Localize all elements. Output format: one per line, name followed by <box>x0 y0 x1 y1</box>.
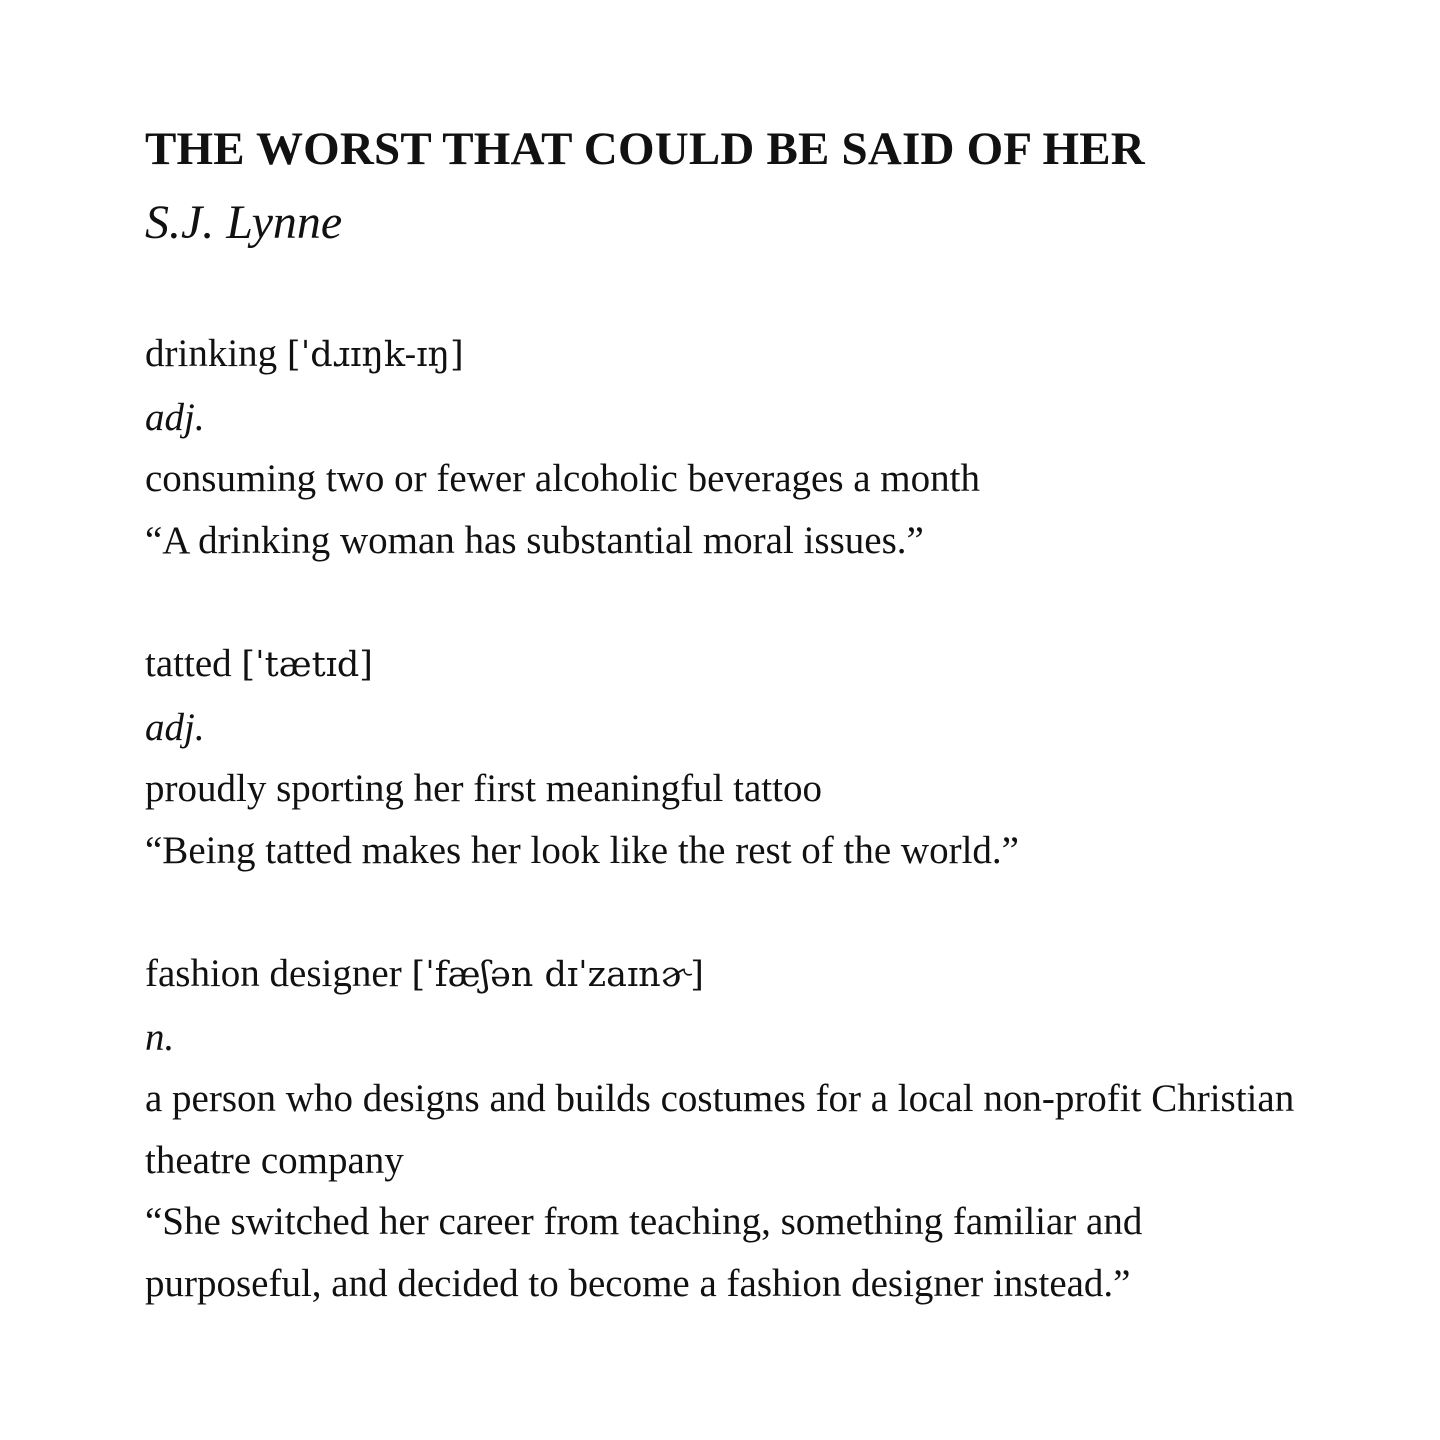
pronunciation: [ˈfæʃən dɪˈzaɪnɚ] <box>411 955 704 995</box>
definition-text: proudly sporting her first meaningful tattoo <box>145 767 822 810</box>
definition-entry-fashion-designer <box>145 943 1325 1314</box>
headword-line <box>145 943 1325 1007</box>
pronunciation: [ˈdɹɪŋk-ɪŋ] <box>286 335 464 375</box>
poem-author: S.J. Lynne <box>145 196 343 249</box>
pronunciation: [ˈtætɪd] <box>241 645 373 685</box>
example-sentence: “A drinking woman has substantial moral issues.” <box>145 518 924 562</box>
part-of-speech: adj. <box>145 395 205 439</box>
part-of-speech: adj. <box>145 705 205 749</box>
definition-entry-tatted <box>145 633 1325 881</box>
headword: fashion designer <box>145 952 402 995</box>
headword-line <box>145 323 1325 387</box>
definition-entry-drinking <box>145 323 1325 571</box>
definition-text: consuming two or fewer alcoholic beverages a month <box>145 457 980 500</box>
part-of-speech: n. <box>145 1015 175 1059</box>
definition-list <box>145 323 1325 1314</box>
headword: drinking <box>145 332 278 375</box>
example-sentence: “Being tatted makes her look like the rest of the world.” <box>145 828 1019 872</box>
example-sentence: “She switched her career from teaching, something familiar and purposeful, and decided to become a fashion designer instead.” <box>145 1200 1143 1305</box>
headword: tatted <box>145 642 232 685</box>
definition-text: a person who designs and builds costumes for a local non-profit Christian theatre company <box>145 1077 1295 1182</box>
headword-line <box>145 633 1325 697</box>
poem-page <box>145 118 1325 1376</box>
poem-title: THE WORST THAT COULD BE SAID OF HER <box>145 123 1145 175</box>
